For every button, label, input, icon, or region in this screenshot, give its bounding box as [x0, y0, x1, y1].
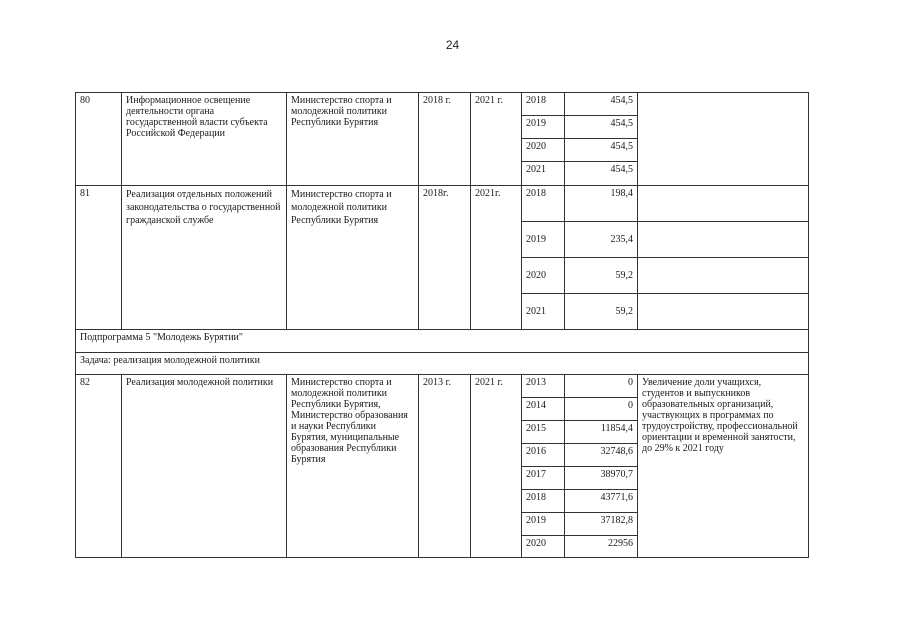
value-cell: 454,5	[565, 116, 638, 139]
value-cell: 43771,6	[565, 490, 638, 513]
end-year: 2021 г.	[471, 93, 522, 186]
start-year: 2018 г.	[419, 93, 471, 186]
value-cell: 38970,7	[565, 467, 638, 490]
executor: Министерство спорта и молодежной политики Республики Бурятия	[287, 93, 419, 186]
year-cell: 2020	[522, 258, 565, 294]
subprogram-title: Подпрограмма 5 "Молодежь Бурятии"	[76, 330, 809, 353]
task-title: Задача: реализация молодежной политики	[76, 353, 809, 375]
start-year: 2018г.	[419, 186, 471, 330]
result-cell: Увеличение доли учащихся, студентов и выпускников образовательных организаций, участвующих в программах по трудоустройству, профессиональной ориентации и временной занятости, до 29% к 2021 году	[638, 375, 809, 558]
year-cell: 2018	[522, 186, 565, 222]
year-cell: 2015	[522, 421, 565, 444]
value-cell: 11854,4	[565, 421, 638, 444]
executor: Министерство спорта и молодежной политики Республики Бурятия	[287, 186, 419, 330]
year-cell: 2019	[522, 513, 565, 536]
table-row	[76, 186, 809, 222]
executor: Министерство спорта и молодежной политики Республики Бурятия, Министерство образования и науки Республики Бурятия, муниципальные образования Республики Бурятия	[287, 375, 419, 558]
row-number: 82	[76, 375, 122, 558]
year-cell: 2021	[522, 162, 565, 186]
activity-name: Информационное освещение деятельности органа государственной власти субъекта Российской Федерации	[122, 93, 287, 186]
year-cell: 2018	[522, 490, 565, 513]
result-cell	[638, 294, 809, 330]
row-number: 80	[76, 93, 122, 186]
year-cell: 2016	[522, 444, 565, 467]
value-cell: 454,5	[565, 139, 638, 162]
value-cell: 0	[565, 375, 638, 398]
value-cell: 454,5	[565, 162, 638, 186]
result-cell	[638, 93, 809, 186]
value-cell: 0	[565, 398, 638, 421]
year-cell: 2019	[522, 222, 565, 258]
value-cell: 198,4	[565, 186, 638, 222]
value-cell: 22956	[565, 536, 638, 558]
table-row	[76, 375, 809, 398]
table-row	[76, 93, 809, 116]
start-year: 2013 г.	[419, 375, 471, 558]
table-row	[76, 330, 809, 353]
year-cell: 2013	[522, 375, 565, 398]
end-year: 2021 г.	[471, 375, 522, 558]
year-cell: 2020	[522, 139, 565, 162]
value-cell: 32748,6	[565, 444, 638, 467]
activity-name: Реализация молодежной политики	[122, 375, 287, 558]
year-cell: 2014	[522, 398, 565, 421]
value-cell: 454,5	[565, 93, 638, 116]
result-cell	[638, 258, 809, 294]
year-cell: 2017	[522, 467, 565, 490]
row-number: 81	[76, 186, 122, 330]
value-cell: 59,2	[565, 294, 638, 330]
result-cell	[638, 222, 809, 258]
activity-name: Реализация отдельных положений законодательства о государственной гражданской службе	[122, 186, 287, 330]
year-cell: 2019	[522, 116, 565, 139]
value-cell: 59,2	[565, 258, 638, 294]
result-cell	[638, 186, 809, 222]
program-table	[75, 92, 809, 558]
year-cell: 2021	[522, 294, 565, 330]
page-number: 24	[445, 38, 460, 52]
value-cell: 235,4	[565, 222, 638, 258]
end-year: 2021г.	[471, 186, 522, 330]
table-row	[76, 353, 809, 375]
year-cell: 2018	[522, 93, 565, 116]
value-cell: 37182,8	[565, 513, 638, 536]
year-cell: 2020	[522, 536, 565, 558]
